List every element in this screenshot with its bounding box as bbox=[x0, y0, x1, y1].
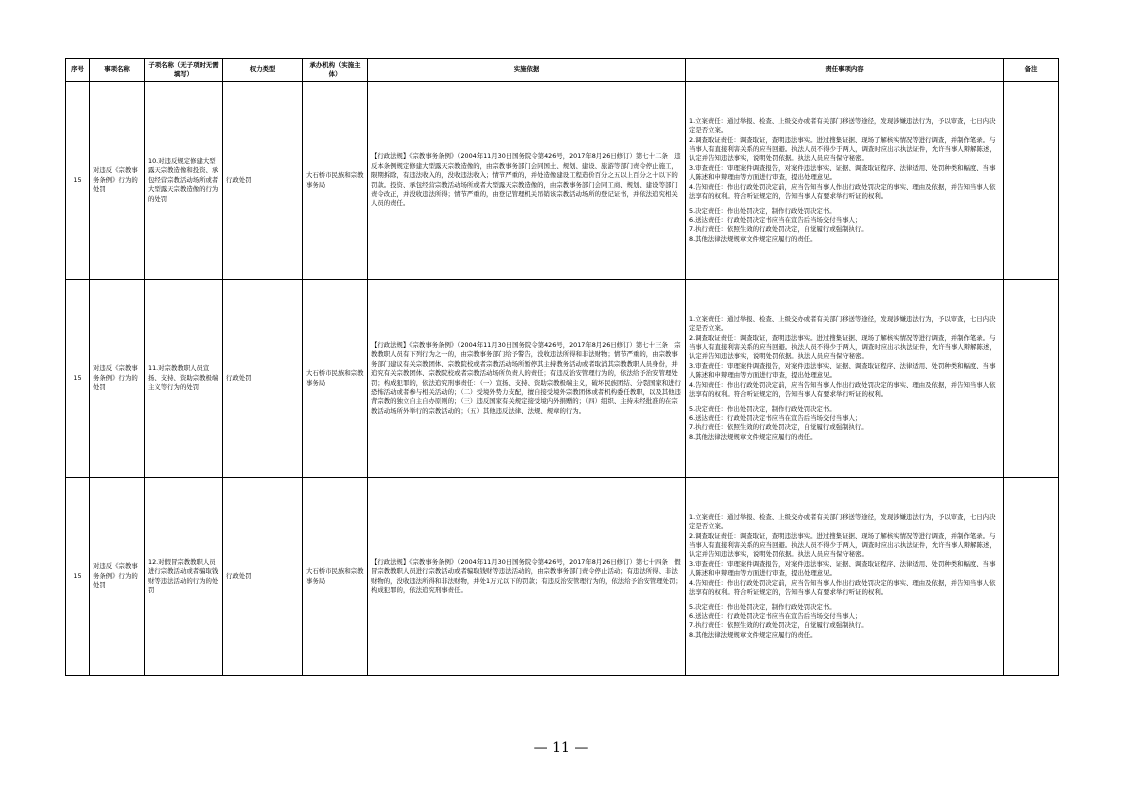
cell-basis: 【行政法规】《宗教事务条例》（2004年11月30日国务院令第426号，2017年8月26日修订）第七十二条 违反本条例规定修建大型露天宗教造像的，由宗教事务部门会同国土、规划、建设、旅游等部门责令停止施工，限期拆除，有违法收入的，没收违法收入；情节严重的，并处造像建设工程造价百分之五以上百分之十以下的罚款。投资、承包经营宗教活动场所或者大型露天宗教造像的，由宗教事务部门会同工商、规划、建设等部门责令改正，并没收违法所得；情节严重的，由登记管理机关吊销该宗教活动场所的登记证书，并依法追究相关人员的责任。 bbox=[368, 82, 686, 280]
cell-dept: 大石桥市民族和宗教事务局 bbox=[303, 280, 368, 478]
cell-remark bbox=[1004, 280, 1059, 478]
cell-power-type: 行政处罚 bbox=[223, 478, 303, 676]
duty-line: 7.执行责任：依照生效的行政处罚决定，自觉履行或强制执行。 bbox=[689, 621, 868, 630]
duty-line: 4.告知责任：作出行政处罚决定前，应当告知当事人作出行政处罚决定的事实、理由及依据，并告知当事人依法享有的权利。符合听证规定的，告知当事人有要求举行听证的权利。 bbox=[689, 578, 996, 597]
duty-line: 8.其他法律法规规章文件规定应履行的责任。 bbox=[689, 630, 817, 639]
cell-basis: 【行政法规】《宗教事务条例》（2004年11月30日国务院令第426号，2017年8月26日修订）第七十三条 宗教教职人员有下列行为之一的，由宗教事务部门给予警告，没收违法所得和非法财物；情节严重的，由宗教事务部门建议有关宗教团体、宗教院校或者宗教活动场所暂停其主持教务活动或者取消其宗教教职人员身份，并追究有关宗教团体、宗教院校或者宗教活动场所负责人的责任；有违反治安管理行为的，依法给予治安管理处罚；构成犯罪的，依法追究刑事责任：（一）宣扬、支持、资助宗教极端主义，破坏民族团结、分裂国家和进行恐怖活动或者参与相关活动的；（二）受境外势力支配，擅自接受境外宗教团体或者机构委任教职，以及其他违背宗教的独立自主自办原则的；（三）违反国家有关规定接受境内外捐赠的；（四）组织、主持未经批准的在宗教活动场所外举行的宗教活动的；（五）其他违反法律、法规、规章的行为。 bbox=[368, 280, 686, 478]
header-basis: 实施依据 bbox=[368, 59, 686, 82]
duty-line: 2.调查取证责任：调查取证，查明违法事实。进过搜集证据、现场了解核实情况等进行调查，并制作笔录。与当事人有直接利害关系的应当回避。执法人员不得少于两人，调查时应出示执法证件，允许当事人辩解陈述，认定并告知违法事实，说明处罚依据。执法人员应当保守秘密。 bbox=[689, 531, 996, 559]
header-item: 事项名称 bbox=[90, 59, 145, 82]
duty-line: 2.调查取证责任：调查取证，查明违法事实。进过搜集证据、现场了解核实情况等进行调查，并制作笔录。与当事人有直接利害关系的应当回避。执法人员不得少于两人，调查时应出示执法证件，允许当事人辩解陈述，认定并告知违法事实，说明处罚依据。执法人员应当保守秘密。 bbox=[689, 333, 996, 361]
cell-item: 对违反《宗教事务条例》行为的处罚 bbox=[90, 478, 145, 676]
duty-line: 1.立案责任：通过举报、检查、上级交办或者有关部门移送等途径，发现涉嫌违法行为，予以审查，七日内决定是否立案。 bbox=[689, 512, 996, 531]
duty-line: 3.审查责任：审理案件调查报告，对案件违法事实、证据、调查取证程序、法律适用、处罚种类和幅度、当事人陈述和申辩理由等方面进行审查，提出处理意见。 bbox=[689, 361, 996, 380]
duty-line: 6.送达责任：行政处罚决定书应当在宣告后当场交付当事人； bbox=[689, 611, 862, 620]
duty-list-table bbox=[65, 58, 1059, 676]
cell-subitem: 12.对假冒宗教教职人员进行宗教活动或者骗取钱财等违法活动的行为的处罚 bbox=[145, 478, 223, 676]
duty-line: 8.其他法律法规规章文件规定应履行的责任。 bbox=[689, 432, 817, 441]
cell-subitem: 11.对宗教教职人员宣扬、支持、资助宗教极端主义等行为的处罚 bbox=[145, 280, 223, 478]
cell-no: 15 bbox=[66, 280, 90, 478]
cell-item: 对违反《宗教事务条例》行为的处罚 bbox=[90, 280, 145, 478]
cell-item: 对违反《宗教事务条例》行为的处罚 bbox=[90, 82, 145, 280]
duty-line: 7.执行责任：依照生效的行政处罚决定，自觉履行或强制执行。 bbox=[689, 423, 868, 432]
cell-dept: 大石桥市民族和宗教事务局 bbox=[303, 478, 368, 676]
duty-line: 1.立案责任：通过举报、检查、上级交办或者有关部门移送等途径，发现涉嫌违法行为，予以审查，七日内决定是否立案。 bbox=[689, 314, 996, 333]
cell-no: 15 bbox=[66, 82, 90, 280]
duty-line: 4.告知责任：作出行政处罚决定前，应当告知当事人作出行政处罚决定的事实、理由及依据，并告知当事人依法享有的权利。符合听证规定的，告知当事人有要求举行听证的权利。 bbox=[689, 380, 996, 399]
duty-line: 2.调查取证责任：调查取证，查明违法事实。进过搜集证据、现场了解核实情况等进行调查，并制作笔录。与当事人有直接利害关系的应当回避。执法人员不得少于两人，调查时应出示执法证件，允许当事人辩解陈述，认定并告知违法事实，说明处罚依据。执法人员应当保守秘密。 bbox=[689, 135, 996, 163]
duty-line: 5.决定责任：作出处罚决定，制作行政处罚决定书。 bbox=[689, 602, 836, 611]
header-remark: 备注 bbox=[1004, 59, 1059, 82]
duty-line: 6.送达责任：行政处罚决定书应当在宣告后当场交付当事人； bbox=[689, 215, 862, 224]
cell-duty bbox=[686, 280, 1004, 478]
cell-duty bbox=[686, 82, 1004, 280]
header-subitem: 子项名称（无子项时无需填写） bbox=[145, 59, 223, 82]
cell-power-type: 行政处罚 bbox=[223, 82, 303, 280]
table-row bbox=[66, 478, 1059, 676]
cell-dept: 大石桥市民族和宗教事务局 bbox=[303, 82, 368, 280]
header-no: 序号 bbox=[66, 59, 90, 82]
duty-line: 3.审查责任：审理案件调查报告，对案件违法事实、证据、调查取证程序、法律适用、处罚种类和幅度、当事人陈述和申辩理由等方面进行审查，提出处理意见。 bbox=[689, 559, 996, 578]
header-duty: 责任事项内容 bbox=[686, 59, 1004, 82]
duty-line: 4.告知责任：作出行政处罚决定前，应当告知当事人作出行政处罚决定的事实、理由及依据，并告知当事人依法享有的权利。符合听证规定的，告知当事人有要求举行听证的权利。 bbox=[689, 182, 996, 201]
duty-line: 1.立案责任：通过举报、检查、上级交办或者有关部门移送等途径，发现涉嫌违法行为，予以审查，七日内决定是否立案。 bbox=[689, 116, 996, 135]
duty-line: 3.审查责任：审理案件调查报告，对案件违法事实、证据、调查取证程序、法律适用、处罚种类和幅度、当事人陈述和申辩理由等方面进行审查，提出处理意见。 bbox=[689, 163, 996, 182]
duty-line: 5.决定责任：作出处罚决定，制作行政处罚决定书。 bbox=[689, 206, 836, 215]
cell-subitem: 10.对违反规定修建大型露天宗教造像和投资、承包经营宗教活动场所或者大型露天宗教造像的行为的处罚 bbox=[145, 82, 223, 280]
duty-line: 5.决定责任：作出处罚决定，制作行政处罚决定书。 bbox=[689, 404, 836, 413]
duty-line: 7.执行责任：依照生效的行政处罚决定，自觉履行或强制执行。 bbox=[689, 225, 868, 234]
table-row bbox=[66, 82, 1059, 280]
table-row bbox=[66, 280, 1059, 478]
cell-duty bbox=[686, 478, 1004, 676]
header-power-type: 权力类型 bbox=[223, 59, 303, 82]
duty-line: 8.其他法律法规规章文件规定应履行的责任。 bbox=[689, 234, 817, 243]
cell-remark bbox=[1004, 478, 1059, 676]
header-dept: 承办机构（实施主体） bbox=[303, 59, 368, 82]
cell-no: 15 bbox=[66, 478, 90, 676]
cell-power-type: 行政处罚 bbox=[223, 280, 303, 478]
page-number: — 11 — bbox=[533, 740, 589, 756]
cell-basis: 【行政法规】《宗教事务条例》（2004年11月30日国务院令第426号，2017年8月26日修订）第七十四条 假冒宗教教职人员进行宗教活动或者骗取钱财等违法活动的，由宗教事务部门责令停止活动；有违法所得、非法财物的，没收违法所得和非法财物，并处1万元以下的罚款；有违反治安管理行为的，依法给予治安管理处罚；构成犯罪的，依法追究刑事责任。 bbox=[368, 478, 686, 676]
duty-line: 6.送达责任：行政处罚决定书应当在宣告后当场交付当事人； bbox=[689, 413, 862, 422]
table-header-row bbox=[66, 59, 1059, 82]
cell-remark bbox=[1004, 82, 1059, 280]
